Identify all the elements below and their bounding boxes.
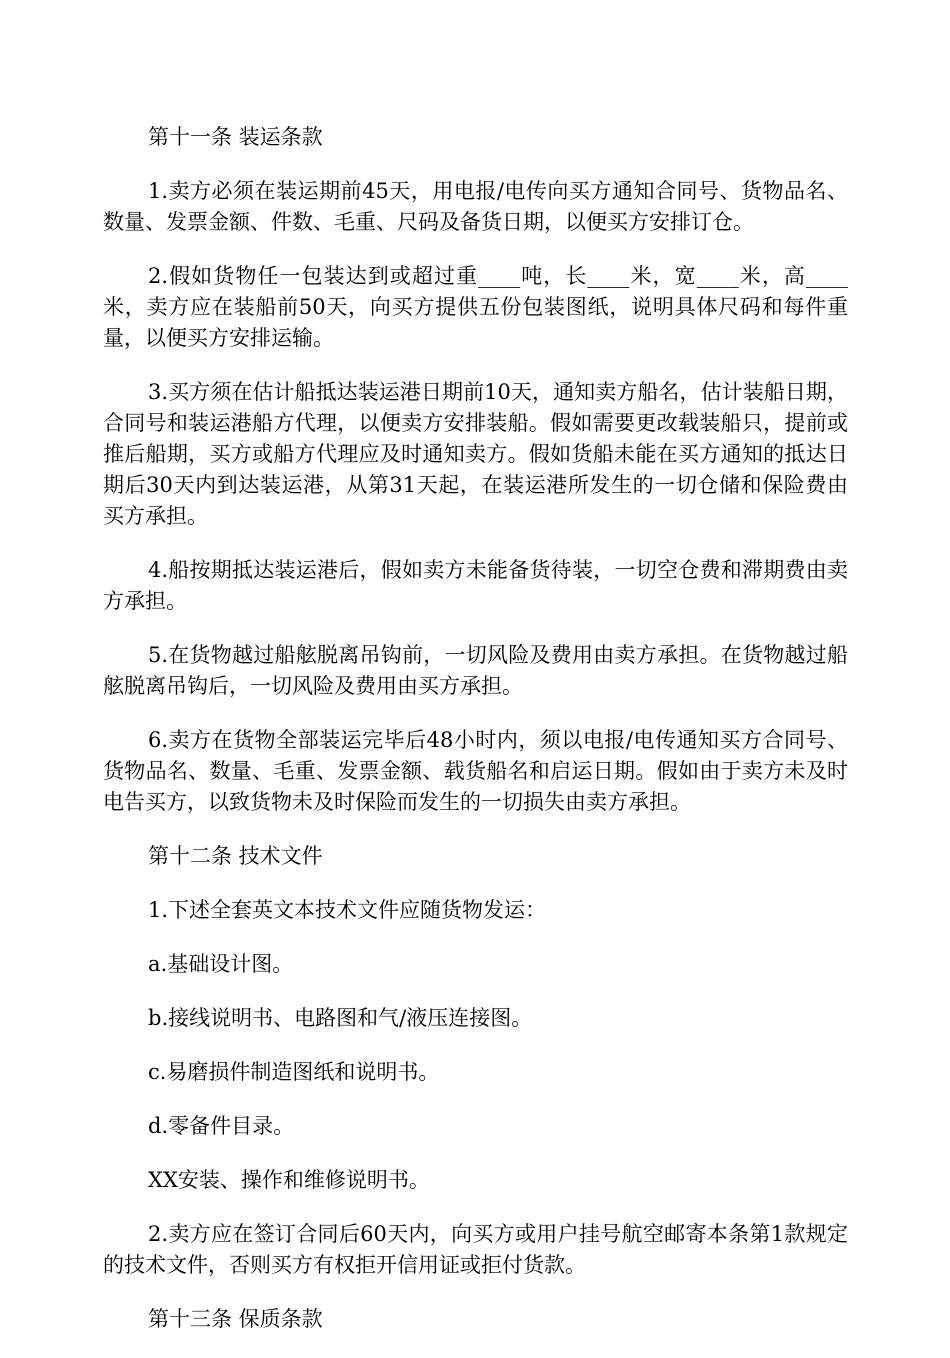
section-11-clause-6: 6.卖方在货物全部装运完毕后48小时内，须以电报/电传通知买方合同号、货物品名、数量、毛重、发票金额、载货船名和启运日期。假如由于卖方未及时电告买方，以致货物未及时保险而发生的一切损失由卖方承担。 <box>103 728 848 814</box>
section-12-item-d: d.零备件目录。 <box>148 1114 295 1138</box>
section-12-heading: 第十二条 技术文件 <box>148 844 323 868</box>
section-11-clause-5: 5.在货物越过船舷脱离吊钩前，一切风险及费用由卖方承担。在货物越过船舷脱离吊钩后，一切风险及费用由买方承担。 <box>103 643 848 698</box>
section-12-item-a: a.基础设计图。 <box>148 952 294 976</box>
section-12-item-c: c.易磨损件制造图纸和说明书。 <box>148 1060 440 1084</box>
section-12-clause-2: 2.卖方应在签订合同后60天内，向买方或用户挂号航空邮寄本条第1款规定的技术文件，否则买方有权拒开信用证或拒付货款。 <box>103 1222 848 1277</box>
section-11-clause-2: 2.假如货物任一包装达到或超过重____吨，长____米，宽____米，高____米，卖方应在装船前50天，向买方提供五份包装图纸，说明具体尺码和每件重量，以便买方安排运输。 <box>103 264 848 350</box>
section-12-item-b: b.接线说明书、电路图和气/液压连接图。 <box>148 1006 533 1030</box>
section-11-heading: 第十一条 装运条款 <box>148 125 323 149</box>
document-body <box>103 122 848 1358</box>
section-12-item-e: XX安装、操作和维修说明书。 <box>148 1168 430 1192</box>
section-12-clause-1: 1.下述全套英文本技术文件应随货物发运： <box>148 898 547 922</box>
section-11-clause-3: 3.买方须在估计船抵达装运港日期前10天，通知卖方船名，估计装船日期，合同号和装运港船方代理，以便卖方安排装船。假如需要更改载装船只，提前或推后船期，买方或船方代理应及时通知卖方。假如货船未能在买方通知的抵达日期后30天内到达装运港，从第31天起，在装运港所发生的一切仓储和保险费由买方承担。 <box>103 380 848 528</box>
section-11-clause-4: 4.船按期抵达装运港后，假如卖方未能备货待装，一切空仓费和滞期费由卖方承担。 <box>103 558 848 613</box>
section-11-clause-1: 1.卖方必须在装运期前45天，用电报/电传向买方通知合同号、货物品名、数量、发票金额、件数、毛重、尺码及备货日期，以便买方安排订仓。 <box>103 179 848 234</box>
section-13-heading: 第十三条 保质条款 <box>148 1307 323 1331</box>
